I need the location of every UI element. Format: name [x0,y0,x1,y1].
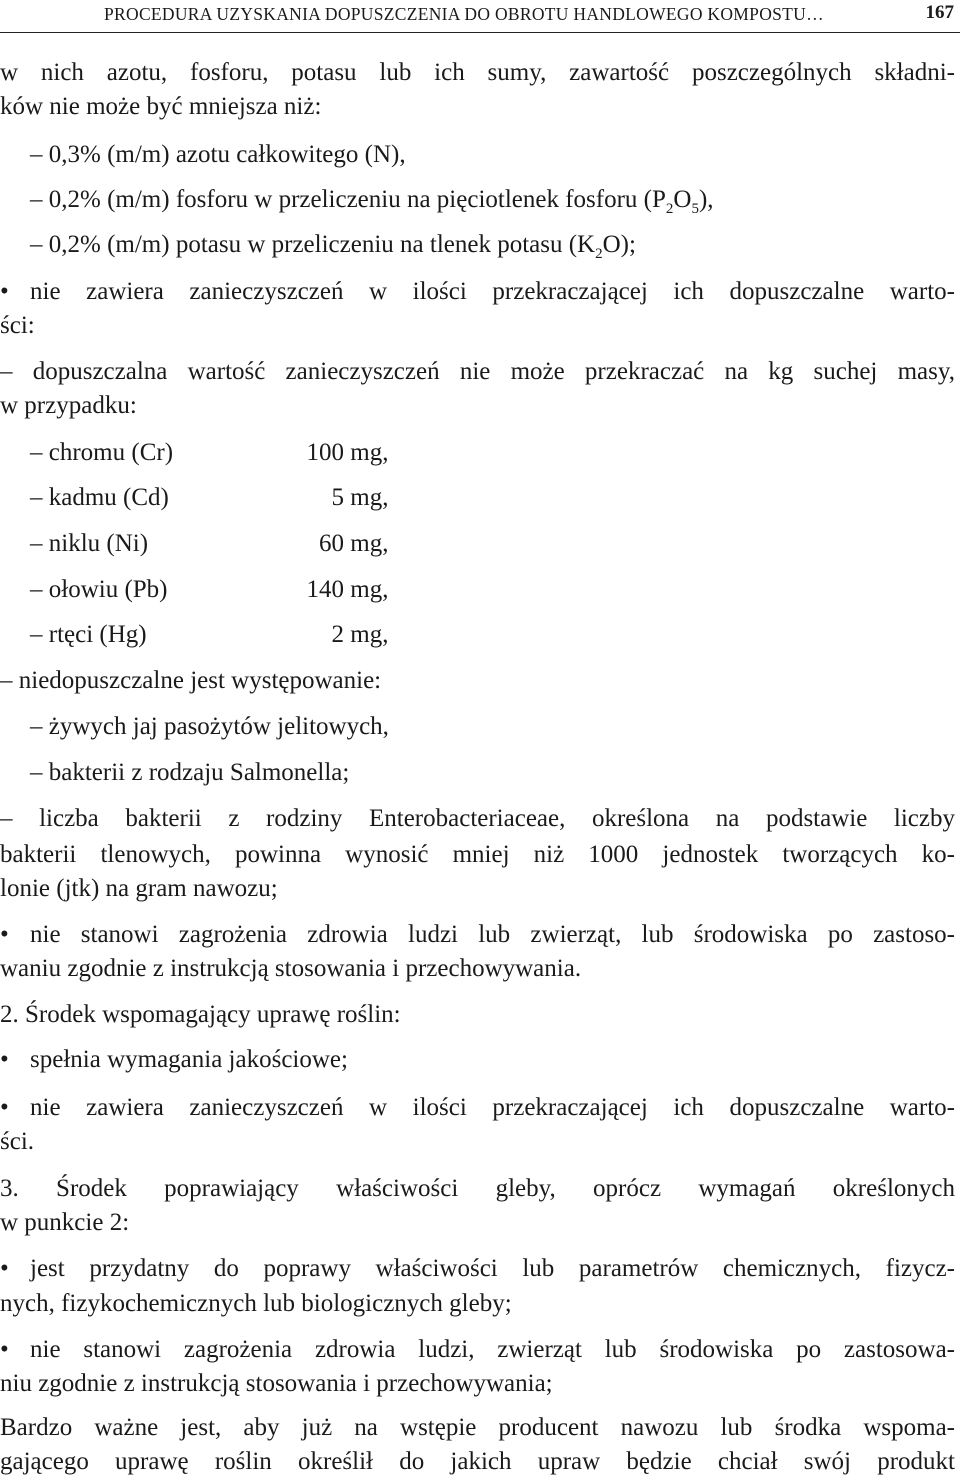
text-line: waniu zgodnie z instrukcją stosowania i przechowywania. [0,955,582,982]
bullet-icon: • [0,1255,9,1282]
running-header [0,0,960,33]
bullet-icon: • [0,278,9,305]
nutrient-item-nitrogen: – 0,3% (m/m) azotu całkowitego (N), [30,141,406,168]
bullet-item: • nie zawiera zanieczyszczeń w ilości przekraczającej ich dopuszczalne warto- [0,1091,955,1125]
nutrient-item-phosphorus: – 0,2% (m/m) fosforu w przeliczeniu na pięciotlenek fosforu $(P_2O_5)$, [30,186,714,217]
bullet-item: • nie stanowi zagrożenia zdrowia ludzi lub zwierząt, lub środowiska po zastoso- [0,918,955,952]
metal-row-chromium: – chromu (Cr) 100 mg, [30,439,389,466]
dash-subitem: – żywych jaj pasożytów jelitowych, [30,713,389,740]
text-line: niu zgodnie z instrukcją stosowania i przechowywania; [0,1370,553,1397]
dash-subitem: – bakterii z rodzaju Salmonella; [30,759,350,786]
section-heading: 3. Środek poprawiający właściwości gleby, oprócz wymagań określonych [0,1175,955,1202]
text-line: w punkcie 2: [0,1209,130,1236]
text-line: w przypadku: [0,392,137,419]
dash-item: – dopuszczalna wartość zanieczyszczeń nie może przekraczać na kg suchej masy, [0,358,955,385]
nutrient-item-potassium: – 0,2% (m/m) potasu w przeliczeniu na tlenek potasu $(K_2O)$; [30,231,636,262]
bullet-item: • spełnia wymagania jakościowe; [0,1043,348,1077]
metal-row-nickel: – niklu (Ni) 60 mg, [30,530,389,557]
text-line: ści. [0,1128,35,1155]
metal-row-cadmium: – kadmu (Cd) 5 mg, [30,484,389,511]
bullet-item: • nie stanowi zagrożenia zdrowia ludzi, zwierząt lub środowiska po zastosowa- [0,1333,955,1367]
running-header-title: PROCEDURA UZYSKANIA DOPUSZCZENIA DO OBROTU HANDLOWEGO KOMPOSTU… [104,4,824,24]
dash-item: – niedopuszczalne jest występowanie: [0,667,382,694]
metal-row-mercury: – rtęci (Hg) 2 mg, [30,621,389,648]
text-line: ków nie może być mniejsza niż: [0,93,322,120]
text-line: w nich azotu, fosforu, potasu lub ich sumy, zawartość poszczególnych składni- [0,59,955,86]
text-line: ści: [0,312,35,339]
bullet-icon: • [0,1046,9,1073]
bullet-icon: • [0,921,9,948]
bullet-icon: • [0,1336,9,1363]
text-line: lonie (jtk) na gram nawozu; [0,875,278,902]
page-number: 167 [925,2,954,23]
bullet-item: • jest przydatny do poprawy właściwości lub parametrów chemicznych, fizycz- [0,1252,955,1286]
bullet-icon: • [0,1094,9,1121]
section-heading: 2. Środek wspomagający uprawę roślin: [0,1001,401,1028]
paragraph-line: Bardzo ważne jest, aby już na wstępie producent nawozu lub środka wspoma- [0,1414,955,1441]
text-line: bakterii tlenowych, powinna wynosić mniej niż 1000 jednostek tworzących ko- [0,841,955,868]
bullet-item: • nie zawiera zanieczyszczeń w ilości przekraczającej ich dopuszczalne warto- [0,275,955,309]
metal-row-lead: – ołowiu (Pb) 140 mg, [30,576,389,603]
dash-item: – liczba bakterii z rodziny Enterobacteriaceae, określona na podstawie liczby [0,805,955,832]
text-line: nych, fizykochemicznych lub biologicznych gleby; [0,1290,512,1317]
paragraph-line: gającego uprawę roślin określił do jakich upraw będzie chciał swój produkt [0,1448,955,1475]
